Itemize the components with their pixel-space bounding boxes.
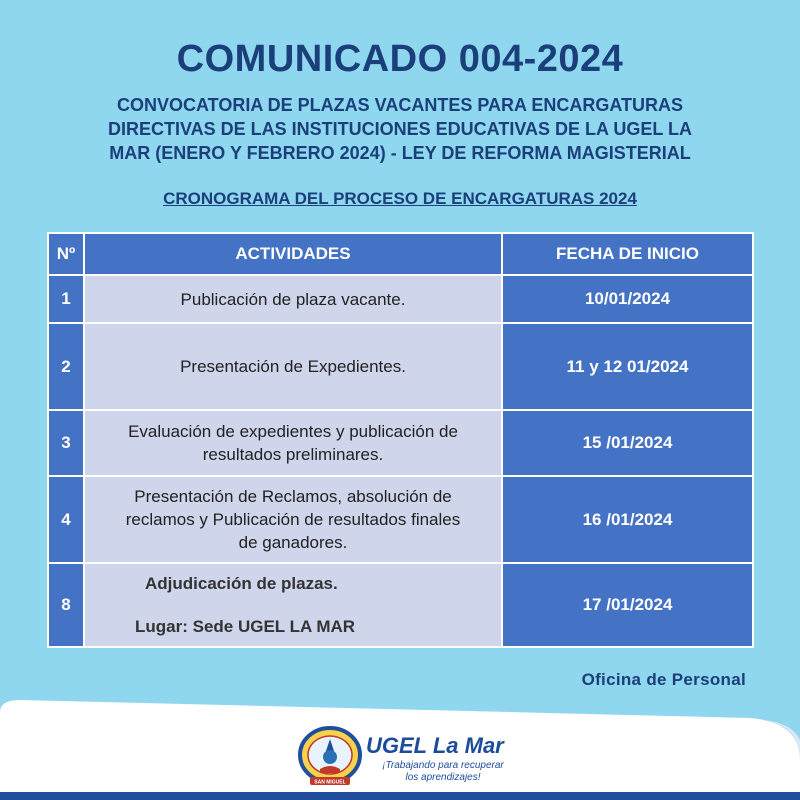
row-num: 4 — [48, 476, 84, 563]
row-activity — [84, 323, 502, 410]
brand-slogan — [368, 760, 518, 784]
page-subtitle — [40, 93, 760, 165]
activity-line: Adjudicación de plazas. — [145, 574, 338, 593]
table-header-row — [48, 233, 753, 275]
row-date: 17 /01/2024 — [502, 563, 753, 647]
subtitle-line: MAR (ENERO Y FEBRERO 2024) - LEY DE REFORMA MAGISTERIAL — [109, 143, 691, 163]
row-activity — [84, 563, 502, 647]
header-date: FECHA DE INICIO — [502, 233, 753, 275]
seal-label: SAN MIGUEL — [314, 779, 346, 786]
office-signature: Oficina de Personal — [581, 670, 746, 689]
header-activity: ACTIVIDADES — [84, 233, 502, 275]
table-row — [48, 410, 753, 476]
schedule-heading-text: CRONOGRAMA DEL PROCESO DE ENCARGATURAS 2024 — [163, 189, 637, 208]
row-date: 11 y 12 01/2024 — [502, 323, 753, 410]
table-row — [48, 563, 753, 647]
row-activity — [84, 476, 502, 563]
schedule-table — [47, 232, 754, 648]
activity-line: Lugar: Sede UGEL LA MAR — [135, 617, 356, 636]
activity-line: Presentación de Reclamos, absolución de — [134, 487, 452, 506]
row-num: 1 — [48, 275, 84, 323]
row-num: 3 — [48, 410, 84, 476]
row-date: 16 /01/2024 — [502, 476, 753, 563]
activity-line: reclamos y Publicación de resultados finales — [125, 510, 461, 529]
subtitle-line: CONVOCATORIA DE PLAZAS VACANTES PARA ENCARGATURAS — [116, 95, 683, 115]
activity-line: de ganadores. — [238, 533, 348, 552]
row-num: 8 — [48, 563, 84, 647]
activity-line: Evaluación de expedientes y publicación de — [128, 422, 458, 441]
ugel-seal-icon — [296, 725, 364, 787]
header-num: Nº — [48, 233, 84, 275]
row-date: 15 /01/2024 — [502, 410, 753, 476]
slogan-line: los aprendizajes! — [405, 772, 481, 783]
brand-name: UGEL La Mar — [366, 733, 504, 758]
table-row — [48, 275, 753, 323]
activity-line: Presentación de Expedientes. — [180, 357, 406, 376]
page-title: COMUNICADO 004-2024 — [176, 38, 624, 80]
row-date: 10/01/2024 — [502, 275, 753, 323]
row-activity — [84, 410, 502, 476]
activity-line: Publicación de plaza vacante. — [180, 289, 406, 309]
table-row — [48, 476, 753, 563]
table-row — [48, 323, 753, 410]
row-activity — [84, 275, 502, 323]
row-num: 2 — [48, 323, 84, 410]
activity-line: resultados preliminares. — [202, 445, 384, 464]
slogan-line: ¡Trabajando para recuperar — [382, 760, 504, 771]
schedule-heading — [0, 189, 800, 209]
subtitle-line: DIRECTIVAS DE LAS INSTITUCIONES EDUCATIVAS DE LA UGEL LA — [107, 119, 693, 139]
